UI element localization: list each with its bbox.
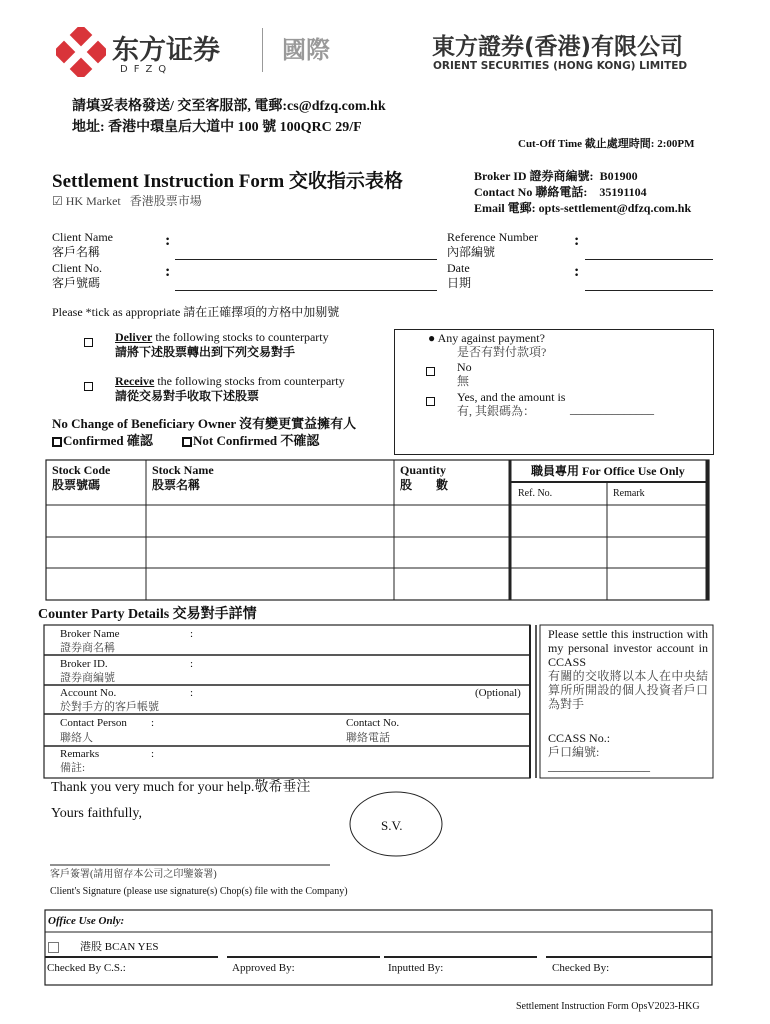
payment-yes-label: Yes, and the amount is 有, 其銀碼為： <box>457 390 566 418</box>
colon: : <box>190 628 194 640</box>
broker-contact: Contact No 聯絡電話: 35191104 <box>474 185 647 199</box>
confirmed-option[interactable]: Confirmed 確認 <box>52 433 153 448</box>
payment-amount-input[interactable]: ______________ <box>570 402 654 416</box>
stock-name-header: Stock Name 股票名稱 <box>152 463 214 492</box>
client-name-label: Client Name 客戶名稱 <box>52 230 113 259</box>
bcan-checkbox[interactable] <box>48 938 63 956</box>
colon: : <box>165 232 171 249</box>
logo-intl: 國際 <box>282 36 330 64</box>
bcan-label: 港股 BCAN YES <box>80 941 159 953</box>
checked-by: Checked By: <box>552 962 610 974</box>
notice-line2: 地址: 香港中環皇后大道中 100 號 100QRC 29/F <box>72 120 362 135</box>
ccass-no-label: CCASS No.: 戶口編號: _________________ <box>548 731 650 773</box>
contact-no-label: Contact No. 聯絡電話 <box>346 717 400 744</box>
no-change-owner: No Change of Beneficiary Owner 沒有變更實益擁有人 <box>52 416 357 431</box>
reference-number-label: Reference Number 內部編號 <box>447 230 538 259</box>
footer-version: Settlement Instruction Form OpsV2023-HKG <box>516 1001 700 1012</box>
company-name-en: ORIENT SECURITIES (HONG KONG) LIMITED <box>433 60 688 72</box>
office-use-title: Office Use Only: <box>48 915 125 927</box>
ccass-note: Please settle this instruction with my personal investor account in CCASS 有關的交收將以本人在中央結算所所開設的個人投資者戶口為對手 <box>548 627 708 711</box>
notice-line1: 請填妥表格發送/ 交至客服部, 電郵:cs@dfzq.com.hk <box>72 99 386 114</box>
logo-sub: DFZQ <box>120 64 173 75</box>
colon: : <box>151 748 155 760</box>
colon: : <box>574 232 580 249</box>
remarks-label: Remarks 備註: <box>60 748 100 774</box>
ccass-no-input[interactable]: _________________ <box>548 759 650 773</box>
yours-faithfully: Yours faithfully, <box>51 806 143 821</box>
form-title: Settlement Instruction Form 交收指示表格 <box>52 171 403 192</box>
not-confirmed-option[interactable]: Not Confirmed 不確認 <box>182 433 319 448</box>
market-label: HK Market <box>65 194 121 208</box>
office-use-header: 職員專用 For Office Use Only <box>531 464 685 478</box>
approved-by: Approved By: <box>232 962 295 974</box>
logo-text: 东方证券 <box>112 35 220 66</box>
colon: : <box>574 263 580 280</box>
deliver-option: Deliver the following stocks to counterparty 請將下述股票轉出到下列交易對手 <box>115 330 329 359</box>
optional-note: (Optional) <box>475 687 521 699</box>
payment-no-label: No 無 <box>457 360 472 388</box>
ref-no-header: Ref. No. <box>518 488 553 499</box>
broker-id-label: Broker ID. 證券商編號 <box>60 658 115 684</box>
checked-by-cs: Checked By C.S.: <box>47 962 126 974</box>
market-label-cn: 香港股票市場 <box>129 194 202 208</box>
payment-question: ● Any against payment? <box>428 331 545 345</box>
contact-person-label: Contact Person 聯絡人 <box>60 717 127 744</box>
counter-party-title: Counter Party Details 交易對手詳情 <box>38 607 257 622</box>
remark-header: Remark <box>613 488 645 499</box>
tick-instruction: Please *tick as appropriate 請在正確擇項的方格中加剔號 <box>52 305 340 319</box>
account-no-label: Account No. 於對手方的客戶帳號 <box>60 687 159 713</box>
broker-email: Email 電郵: opts-settlement@dfzq.com.hk <box>474 201 692 215</box>
thanks-text: Thank you very much for your help.敬希垂注 <box>51 780 311 795</box>
receive-option: Receive the following stocks from counterparty 請從交易對手收取下述股票 <box>115 374 345 403</box>
date-label: Date 日期 <box>447 261 472 290</box>
client-no-label: Client No. 客戶號碼 <box>52 261 102 290</box>
sv-stamp-label: S.V. <box>381 818 403 833</box>
stock-code-header: Stock Code 股票號碼 <box>52 463 111 492</box>
cutoff-time: Cut-Off Time 截止處理時間: 2:00PM <box>518 138 695 150</box>
company-name-cn: 東方證券(香港)有限公司 <box>432 34 684 60</box>
signature-label-en: Client's Signature (please use signature(s) Chop(s) file with the Company) <box>50 886 348 897</box>
broker-id: Broker ID 證券商編號: B01900 <box>474 169 638 183</box>
colon: : <box>151 717 155 729</box>
broker-name-label: Broker Name 證券商名稱 <box>60 628 120 654</box>
colon: : <box>190 687 194 699</box>
signature-label-cn: 客戶簽署(請用留存本公司之印鑒簽署) <box>50 869 217 880</box>
colon: : <box>165 263 171 280</box>
inputted-by: Inputted By: <box>388 962 444 974</box>
colon: : <box>190 658 194 670</box>
checkbox-checked-icon[interactable]: ☑ <box>52 194 63 208</box>
quantity-header: Quantity 股 數 <box>400 463 449 492</box>
payment-question-cn: 是否有對付款項? <box>457 345 547 359</box>
